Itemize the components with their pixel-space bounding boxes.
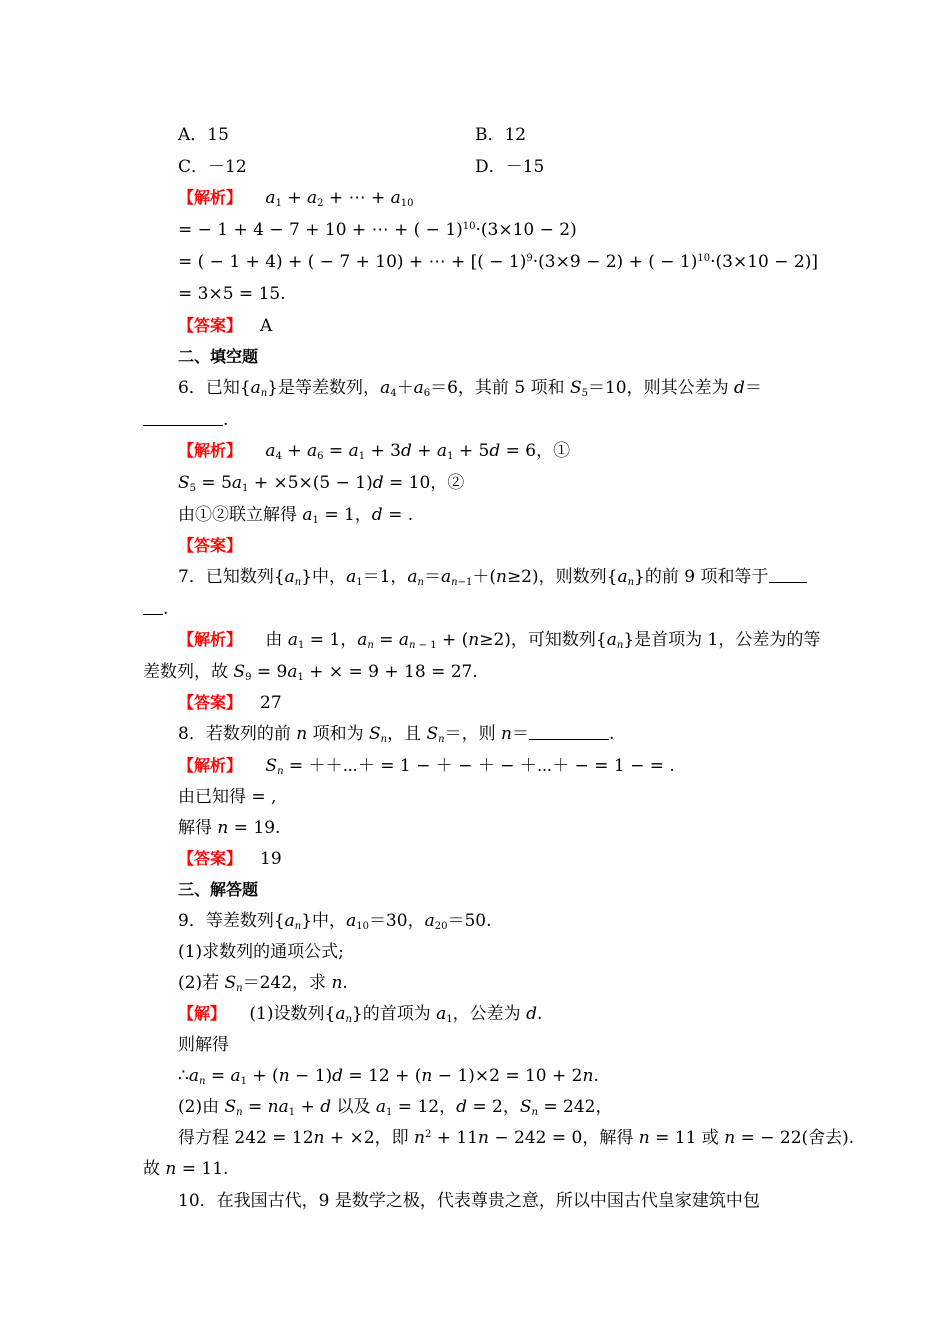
- answer-tag: 【答案】: [178, 316, 243, 335]
- q6-question: 6．已知$\{a_n\}$是等差数列，$a_4+a_6=6$，其前 5 项和 $S_5=10$，则其公差为 d＝: [178, 378, 762, 399]
- q6-answer: 【答案】: [178, 536, 243, 555]
- q7-analysis-line1: 【解析】 由 $a_1 = 1$，$a_n = a_{n - 1} + (n\ge 2)$，可知数列$\{a_n\}$是首项为 1，公差为的等: [178, 630, 821, 651]
- q9-solution-line2: 则解得: [178, 1035, 229, 1055]
- section-fill-heading: 二、填空题: [178, 347, 259, 366]
- q5-answer: 【答案】 A: [178, 316, 273, 336]
- q9-solution-line5: 得方程 242 = 12n + ×2，即 $n^2 + 11n - 242 = 0$，解得 n = 11 或 n = − 22(舍去).: [178, 1128, 855, 1148]
- option-b: B．12: [475, 125, 527, 145]
- q6-analysis-line3: 由①②联立解得 $a_1 = 1$，d = .: [178, 505, 414, 526]
- q8-analysis-line3: 解得 n = 19.: [178, 818, 281, 838]
- q8-answer: 【答案】 19: [178, 849, 282, 869]
- q7-analysis-line2: 差数列，故 $S_9 = 9a_1$ + × = 9 + 18 = 27.: [143, 662, 478, 683]
- q9-solution-line1: 【解】 (1)设数列$\{a_n\}$的首项为 $a_1$，公差为 d.: [178, 1004, 543, 1025]
- q5-analysis-line4: = 3×5 = 15.: [178, 284, 286, 304]
- q9-solution-line6: 故 n = 11.: [143, 1159, 229, 1179]
- q5-analysis-line1: 【解析】 $a_1 + a_2$ + ⋯ + $a_{10}$: [178, 188, 414, 209]
- q7-answer: 【答案】 27: [178, 693, 282, 713]
- q5-analysis-line3: = ( − 1 + 4) + ( − 7 + 10) + ⋯ + [( − 1)$^9$·(3×9 − 2) + ( − 1)$^{10}$·(3×10 − 2)]: [178, 252, 818, 272]
- section-solve-heading: 三、解答题: [178, 880, 259, 899]
- q7-blank: .: [143, 597, 168, 621]
- q5-analysis-line2: = − 1 + 4 − 7 + 10 + ⋯ + ( − 1)$^{10}$·(3×10 − 2): [178, 220, 577, 240]
- q9-question: 9．等差数列$\{a_n\}$中，$a_{10}=30$，$a_{20}=50$.: [178, 911, 492, 932]
- option-a: A．15: [178, 125, 229, 145]
- q9-solution-line3: $\therefore a_n = a_1 + (n - 1)d = 12 + (n - 1)\times 2 = 10 + 2n$.: [178, 1066, 599, 1087]
- option-c: C．－12: [178, 157, 247, 177]
- q9-solution-line4: (2)由 $S_n = na_1 + d$ 以及 $a_1 = 12$，d = 2，$S_n = 242$，: [178, 1097, 613, 1118]
- q8-question: 8．若数列的前 n 项和为 $S_n$，且 $S_n=$，则 n＝ .: [178, 724, 615, 745]
- q9-part2: (2)若 $S_n=242$，求 n.: [178, 973, 348, 994]
- option-d: D．－15: [475, 157, 545, 177]
- q6-blank: .: [143, 408, 228, 432]
- q8-analysis-line1: 【解析】 $S_n$ = ＋＋⋯＋ = 1 − ＋ − ＋ − ＋⋯＋ − = 1 − = .: [178, 756, 675, 777]
- q10-question: 10．在我国古代，9 是数学之极，代表尊贵之意，所以中国古代皇家建筑中包: [178, 1191, 760, 1211]
- q6-analysis-line1: 【解析】 $a_4 + a_6 = a_1 + 3d + a_1 + 5d = 6$，①: [178, 441, 571, 462]
- q8-analysis-line2: 由已知得 = ,: [178, 787, 277, 807]
- q6-analysis-line2: $S_5 = 5a_1 + \times 5\times(5 - 1)d = 10$，②: [178, 473, 465, 494]
- q9-part1: (1)求数列的通项公式;: [178, 942, 344, 962]
- q7-question: 7．已知数列$\{a_n\}$中，$a_1=1$，$a_n=a_{n-1}+(n\ge 2)$，则数列$\{a_n\}$的前 9 项和等于: [178, 565, 807, 589]
- analysis-tag: 【解析】: [178, 188, 243, 207]
